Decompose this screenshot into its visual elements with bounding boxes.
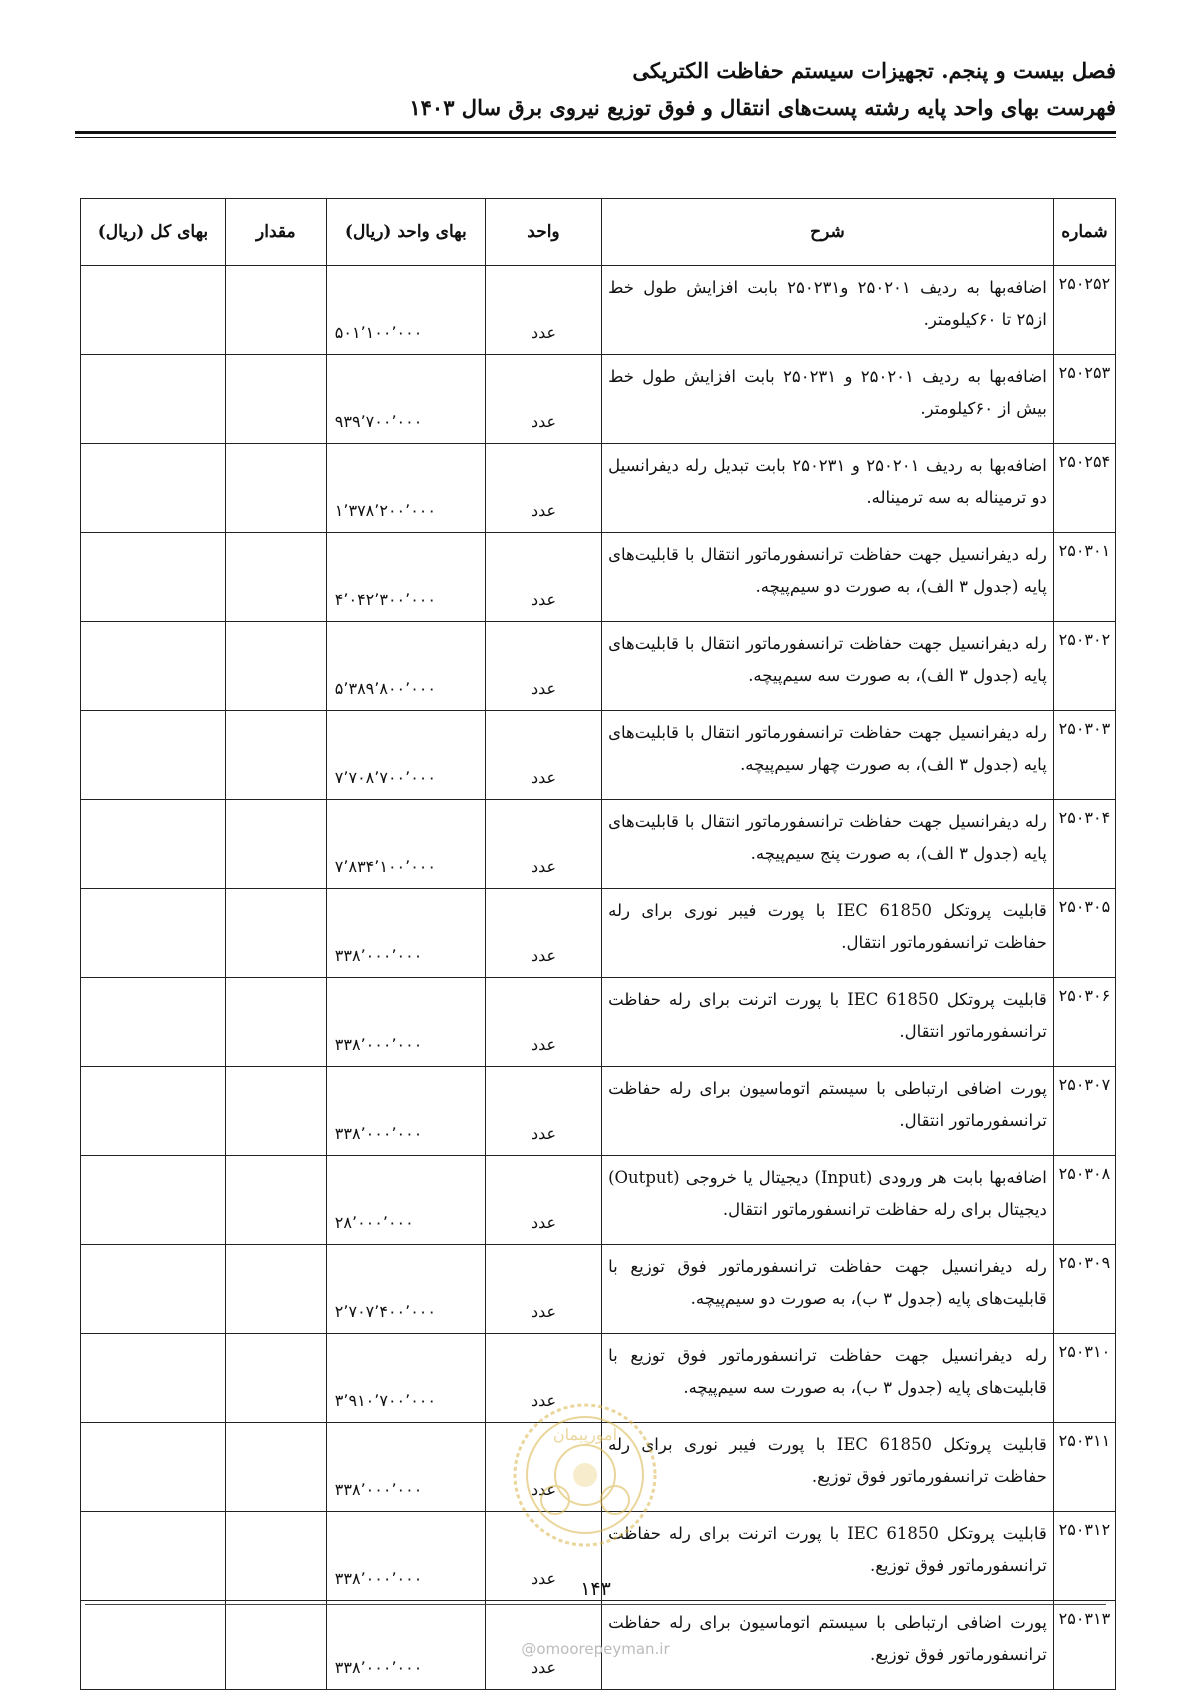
row-total-price xyxy=(81,444,226,533)
row-total-price xyxy=(81,1156,226,1245)
row-code: ۲۵۰۲۵۲ xyxy=(1053,266,1115,355)
row-total-price xyxy=(81,889,226,978)
row-description: پورت اضافی ارتباطی با سیستم اتوماسیون برای رله حفاظت ترانسفورماتور فوق توزیع. xyxy=(602,1601,1054,1690)
row-unit: عدد xyxy=(485,1245,601,1334)
row-description: رله دیفرانسیل جهت حفاظت ترانسفورماتور فوق توزیع با قابلیت‌های پایه (جدول ۳ ب)، به صورت سه سیم‌پیچه. xyxy=(602,1334,1054,1423)
table-row xyxy=(81,622,1116,711)
row-quantity xyxy=(225,1245,326,1334)
row-unit: عدد xyxy=(485,800,601,889)
header-rule xyxy=(75,131,1116,134)
row-quantity xyxy=(225,1423,326,1512)
row-unit-price: ۷٬۸۳۴٬۱۰۰٬۰۰۰ xyxy=(326,800,485,889)
row-unit-price: ۳۳۸٬۰۰۰٬۰۰۰ xyxy=(326,978,485,1067)
row-description: رله دیفرانسیل جهت حفاظت ترانسفورماتور فوق توزیع با قابلیت‌های پایه (جدول ۳ ب)، به صورت دو سیم‌پیچه. xyxy=(602,1245,1054,1334)
website-watermark: @omoorepeyman.ir xyxy=(521,1640,670,1658)
row-code: ۲۵۰۳۱۳ xyxy=(1053,1601,1115,1690)
row-description: اضافه‌بها به ردیف ۲۵۰۲۰۱ و ۲۵۰۲۳۱ بابت افزایش طول خط بیش از ۶۰کیلومتر. xyxy=(602,355,1054,444)
row-quantity xyxy=(225,533,326,622)
table-row xyxy=(81,711,1116,800)
row-description: رله دیفرانسیل جهت حفاظت ترانسفورماتور انتقال با قابلیت‌های پایه (جدول ۳ الف)، به صورت پنج سیم‌پیچه. xyxy=(602,800,1054,889)
header-unit: واحد xyxy=(485,199,601,266)
row-unit-price: ۵٬۳۸۹٬۸۰۰٬۰۰۰ xyxy=(326,622,485,711)
row-code: ۲۵۰۳۰۸ xyxy=(1053,1156,1115,1245)
row-unit-price: ۳۳۸٬۰۰۰٬۰۰۰ xyxy=(326,1512,485,1601)
row-description: رله دیفرانسیل جهت حفاظت ترانسفورماتور انتقال با قابلیت‌های پایه (جدول ۳ الف)، به صورت سه سیم‌پیچه. xyxy=(602,622,1054,711)
row-code: ۲۵۰۳۱۰ xyxy=(1053,1334,1115,1423)
page-number: ۱۴۳ xyxy=(580,1578,611,1600)
table-row xyxy=(81,355,1116,444)
row-unit: عدد xyxy=(485,1601,601,1690)
row-total-price xyxy=(81,266,226,355)
row-description: قابلیت پروتکل IEC 61850 با پورت فیبر نوری برای رله حفاظت ترانسفورماتور فوق توزیع. xyxy=(602,1423,1054,1512)
row-description: رله دیفرانسیل جهت حفاظت ترانسفورماتور انتقال با قابلیت‌های پایه (جدول ۳ الف)، به صورت دو سیم‌پیچه. xyxy=(602,533,1054,622)
document-title: فهرست بهای واحد پایه رشته پست‌های انتقال و فوق توزیع نیروی برق سال ۱۴۰۳ xyxy=(409,95,1116,120)
header-unit-price: بهای واحد (ریال) xyxy=(326,199,485,266)
row-quantity xyxy=(225,266,326,355)
row-unit: عدد xyxy=(485,355,601,444)
table-row xyxy=(81,978,1116,1067)
table-row xyxy=(81,444,1116,533)
row-unit: عدد xyxy=(485,1156,601,1245)
row-total-price xyxy=(81,711,226,800)
header-description: شرح xyxy=(602,199,1054,266)
row-unit-price: ۷٬۷۰۸٬۷۰۰٬۰۰۰ xyxy=(326,711,485,800)
row-quantity xyxy=(225,711,326,800)
row-unit: عدد xyxy=(485,978,601,1067)
row-quantity xyxy=(225,1067,326,1156)
row-unit-price: ۲٬۷۰۷٬۴۰۰٬۰۰۰ xyxy=(326,1245,485,1334)
row-total-price xyxy=(81,978,226,1067)
row-code: ۲۵۰۲۵۳ xyxy=(1053,355,1115,444)
table-row xyxy=(81,1067,1116,1156)
row-description: پورت اضافی ارتباطی با سیستم اتوماسیون برای رله حفاظت ترانسفورماتور انتقال. xyxy=(602,1067,1054,1156)
table-row xyxy=(81,889,1116,978)
row-code: ۲۵۰۳۰۱ xyxy=(1053,533,1115,622)
table-row xyxy=(81,1156,1116,1245)
row-code: ۲۵۰۳۰۴ xyxy=(1053,800,1115,889)
table-row xyxy=(81,800,1116,889)
row-unit-price: ۳۳۸٬۰۰۰٬۰۰۰ xyxy=(326,1067,485,1156)
row-description: اضافه‌بها به ردیف ۲۵۰۲۰۱ و۲۵۰۲۳۱ بابت افزایش طول خط از۲۵ تا ۶۰کیلومتر. xyxy=(602,266,1054,355)
row-unit: عدد xyxy=(485,711,601,800)
row-code: ۲۵۰۳۰۷ xyxy=(1053,1067,1115,1156)
row-unit-price: ۵۰۱٬۱۰۰٬۰۰۰ xyxy=(326,266,485,355)
row-description: اضافه‌بها بابت هر ورودی (Input) دیجیتال یا خروجی (Output) دیجیتال برای رله حفاظت ترانسفورماتور انتقال. xyxy=(602,1156,1054,1245)
row-total-price xyxy=(81,1423,226,1512)
row-unit-price: ۴٬۰۴۲٬۳۰۰٬۰۰۰ xyxy=(326,533,485,622)
chapter-title: فصل بیست و پنجم. تجهیزات سیستم حفاظت الکتریکی xyxy=(632,58,1116,83)
row-unit: عدد xyxy=(485,444,601,533)
row-unit: عدد xyxy=(485,889,601,978)
row-unit: عدد xyxy=(485,1512,601,1601)
row-unit-price: ۲۸٬۰۰۰٬۰۰۰ xyxy=(326,1156,485,1245)
row-quantity xyxy=(225,1156,326,1245)
row-quantity xyxy=(225,622,326,711)
row-code: ۲۵۰۳۱۲ xyxy=(1053,1512,1115,1601)
svg-text:امورپیمان: امورپیمان xyxy=(552,1425,618,1444)
row-total-price xyxy=(81,355,226,444)
header-rule-thin xyxy=(75,137,1116,138)
row-quantity xyxy=(225,1334,326,1423)
row-unit-price: ۳٬۹۱۰٬۷۰۰٬۰۰۰ xyxy=(326,1334,485,1423)
row-total-price xyxy=(81,1334,226,1423)
row-unit-price: ۱٬۳۷۸٬۲۰۰٬۰۰۰ xyxy=(326,444,485,533)
row-total-price xyxy=(81,1245,226,1334)
row-unit: عدد xyxy=(485,1423,601,1512)
header-quantity: مقدار xyxy=(225,199,326,266)
row-total-price xyxy=(81,622,226,711)
row-description: قابلیت پروتکل IEC 61850 با پورت اترنت برای رله حفاظت ترانسفورماتور انتقال. xyxy=(602,978,1054,1067)
row-description: اضافه‌بها به ردیف ۲۵۰۲۰۱ و ۲۵۰۲۳۱ بابت تبدیل رله دیفرانسیل دو ترمیناله به سه ترمیناله. xyxy=(602,444,1054,533)
row-unit: عدد xyxy=(485,533,601,622)
table-row xyxy=(81,266,1116,355)
row-total-price xyxy=(81,1067,226,1156)
header-total-price: بهای کل (ریال) xyxy=(81,199,226,266)
table-row xyxy=(81,533,1116,622)
row-unit: عدد xyxy=(485,622,601,711)
table-row xyxy=(81,1245,1116,1334)
row-code: ۲۵۰۳۰۵ xyxy=(1053,889,1115,978)
row-description: قابلیت پروتکل IEC 61850 با پورت فیبر نوری برای رله حفاظت ترانسفورماتور انتقال. xyxy=(602,889,1054,978)
seal-watermark xyxy=(510,1400,660,1550)
row-quantity xyxy=(225,444,326,533)
table-header-row xyxy=(81,199,1116,266)
row-total-price xyxy=(81,800,226,889)
row-unit-price: ۳۳۸٬۰۰۰٬۰۰۰ xyxy=(326,1423,485,1512)
row-unit-price: ۹۳۹٬۷۰۰٬۰۰۰ xyxy=(326,355,485,444)
row-description: رله دیفرانسیل جهت حفاظت ترانسفورماتور انتقال با قابلیت‌های پایه (جدول ۳ الف)، به صورت چهار سیم‌پیچه. xyxy=(602,711,1054,800)
row-unit: عدد xyxy=(485,266,601,355)
row-code: ۲۵۰۲۵۴ xyxy=(1053,444,1115,533)
row-total-price xyxy=(81,533,226,622)
row-code: ۲۵۰۳۰۳ xyxy=(1053,711,1115,800)
footer-rule xyxy=(85,1604,1106,1605)
row-description: قابلیت پروتکل IEC 61850 با پورت اترنت برای رله حفاظت ترانسفورماتور فوق توزیع. xyxy=(602,1512,1054,1601)
row-quantity xyxy=(225,978,326,1067)
row-unit-price: ۳۳۸٬۰۰۰٬۰۰۰ xyxy=(326,1601,485,1690)
row-unit: عدد xyxy=(485,1067,601,1156)
row-code: ۲۵۰۳۰۲ xyxy=(1053,622,1115,711)
row-unit: عدد xyxy=(485,1334,601,1423)
row-code: ۲۵۰۳۰۶ xyxy=(1053,978,1115,1067)
row-code: ۲۵۰۳۱۱ xyxy=(1053,1423,1115,1512)
row-quantity xyxy=(225,800,326,889)
header-code: شماره xyxy=(1053,199,1115,266)
row-code: ۲۵۰۳۰۹ xyxy=(1053,1245,1115,1334)
row-unit-price: ۳۳۸٬۰۰۰٬۰۰۰ xyxy=(326,889,485,978)
row-quantity xyxy=(225,355,326,444)
row-quantity xyxy=(225,889,326,978)
